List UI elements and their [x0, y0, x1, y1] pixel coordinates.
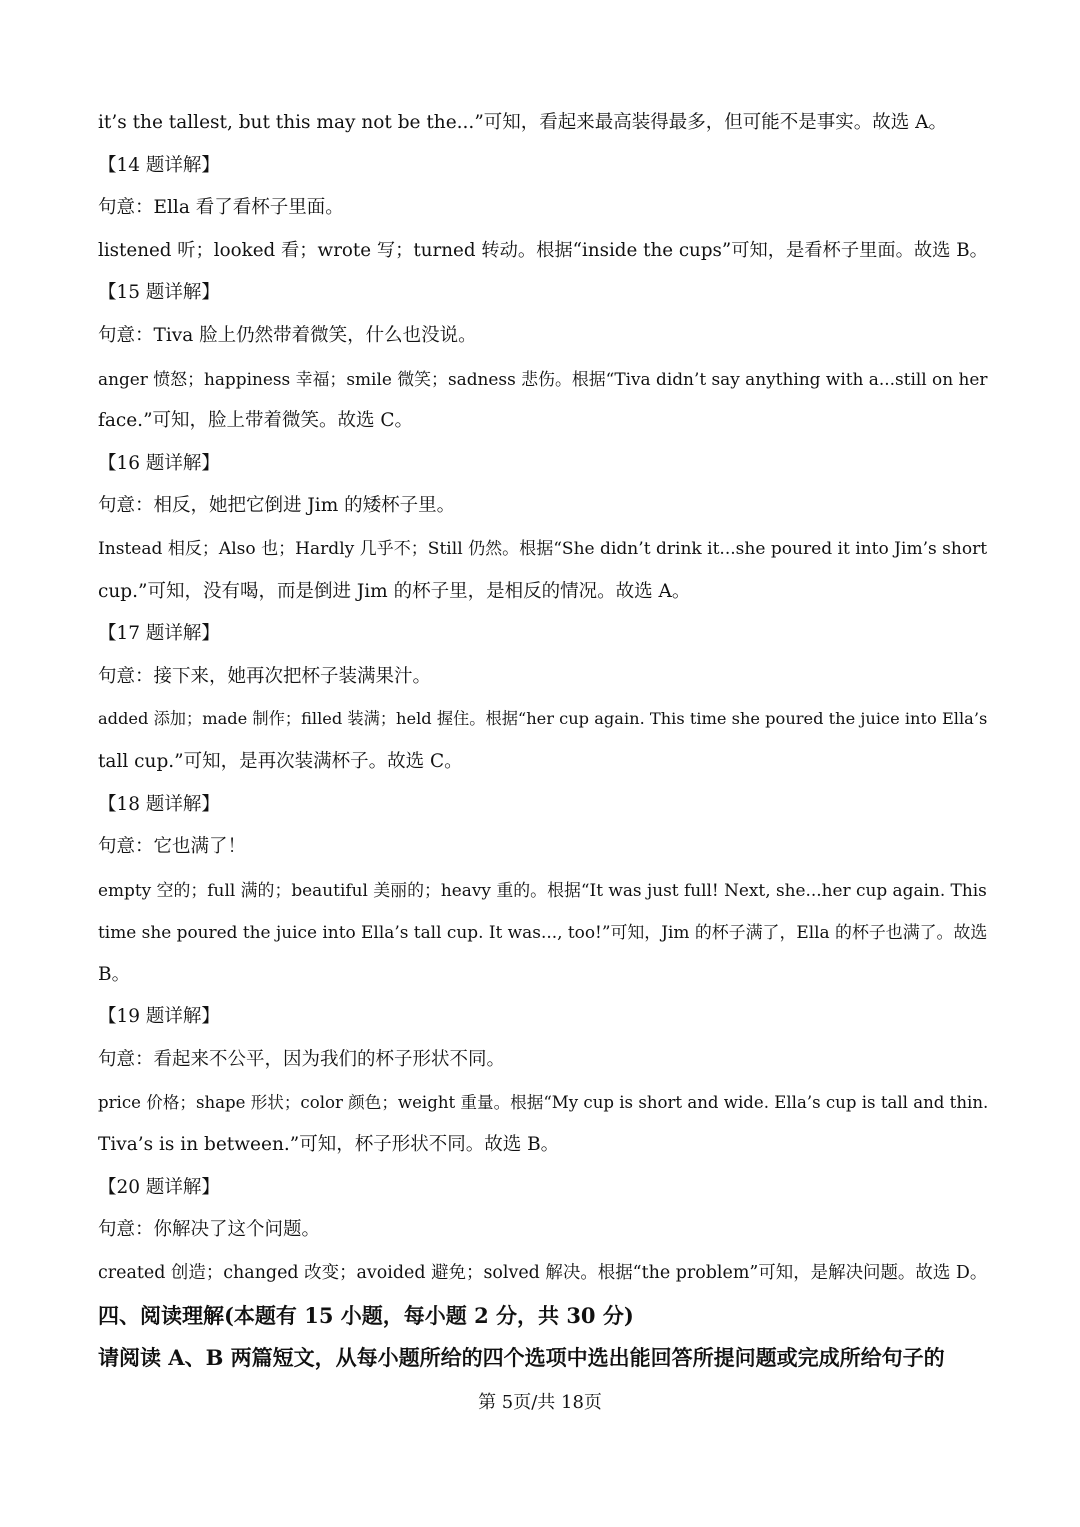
- text-line: B。: [98, 963, 131, 985]
- question-heading-18: 【18 题详解】: [98, 793, 220, 815]
- text-line: cup.”可知，没有喝，而是倒进 Jim 的杯子里，是相反的情况。故选 A。: [98, 580, 691, 602]
- text-line: it’s the tallest, but this may not be the...”可知，看起来最高装得最多，但可能不是事实。故选 A。: [98, 112, 948, 133]
- question-heading-15: 【15 题详解】: [98, 282, 220, 304]
- text-line: created 创造；changed 改变；avoided 避免；solved 解决。根据“the problem”可知，是解决问题。故选 D。: [98, 1263, 988, 1284]
- text-line: 句意：Tiva 脸上仍然带着微笑，什么也没说。: [98, 324, 477, 346]
- text-line: tall cup.”可知，是再次装满杯子。故选 C。: [98, 750, 463, 772]
- text-line: 句意：相反，她把它倒进 Jim 的矮杯子里。: [98, 495, 456, 517]
- page-footer: 第 5页/共 18页: [478, 1392, 602, 1413]
- text-line: time she poured the juice into Ella’s tall cup. It was..., too!”可知，Jim 的杯子满了，Ella 的杯子也满了。故选: [98, 922, 988, 943]
- text-line: 句意：它也满了！: [98, 836, 247, 858]
- text-line: 句意：看起来不公平，因为我们的杯子形状不同。: [98, 1049, 506, 1071]
- question-heading-19: 【19 题详解】: [98, 1006, 220, 1028]
- text-line: anger 愤怒；happiness 幸福；smile 微笑；sadness 悲伤。根据“Tiva didn’t say anything with a...still on her: [98, 368, 988, 389]
- text-line: listened 听；looked 看；wrote 写；turned 转动。根据“inside the cups”可知，是看杯子里面。故选 B。: [98, 239, 988, 261]
- text-line: Tiva’s is in between.”可知，杯子形状不同。故选 B。: [98, 1134, 560, 1156]
- question-heading-14: 【14 题详解】: [98, 154, 220, 176]
- question-heading-17: 【17 题详解】: [98, 623, 220, 645]
- question-heading-20: 【20 题详解】: [98, 1176, 220, 1198]
- section-title: 四、阅读理解(本题有 15 小题，每小题 2 分，共 30 分): [98, 1302, 634, 1328]
- text-line: added 添加；made 制作；filled 装满；held 握住。根据“her cup again. This time she poured the juice into Ella’s: [98, 709, 988, 729]
- text-line: empty 空的；full 满的；beautiful 美丽的；heavy 重的。根据“It was just full! Next, she...her cup again. This: [98, 879, 987, 900]
- text-line: 句意：你解决了这个问题。: [98, 1219, 321, 1241]
- text-line: 句意：Ella 看了看杯子里面。: [98, 197, 344, 219]
- text-line: 句意：接下来，她再次把杯子装满果汁。: [98, 665, 432, 687]
- question-heading-16: 【16 题详解】: [98, 452, 220, 474]
- section-instruction: 请阅读 A、B 两篇短文，从每小题所给的四个选项中选出能回答所提问题或完成所给句子的: [98, 1345, 945, 1371]
- text-line: Instead 相反；Also 也；Hardly 几乎不；Still 仍然。根据“She didn’t drink it...she poured it into Jim’s short: [98, 538, 988, 559]
- page-content: [98, 102, 988, 1380]
- text-line: face.”可知，脸上带着微笑。故选 C。: [98, 410, 414, 432]
- text-line: price 价格；shape 形状；color 颜色；weight 重量。根据“My cup is short and wide. Ella’s cup is tall and thin.: [98, 1092, 989, 1112]
